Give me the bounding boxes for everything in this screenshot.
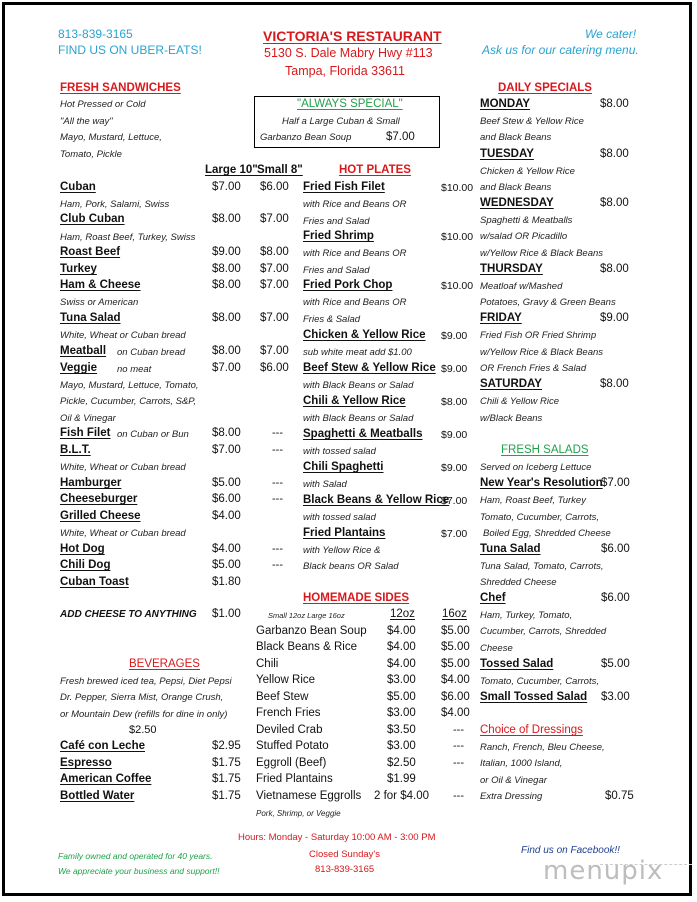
special-wednesday-desc-1: Spaghetti & Meatballs — [480, 215, 573, 226]
salad-tuna-salad-desc-2: Shredded Cheese — [480, 577, 557, 588]
salad-new-years-resolution-desc-2: Tomato, Cucumber, Carrots, — [480, 512, 599, 523]
special-tuesday-desc-2: and Black Beans — [480, 182, 552, 193]
sandwich-tuna-salad-desc: White, Wheat or Cuban bread — [60, 330, 186, 341]
hot-plate-fried-pork-chop-desc-1: with Rice and Beans OR — [303, 297, 407, 308]
sandwich-club-cuban: Club Cuban — [60, 213, 125, 225]
side-vietnamese-eggrolls: Vietnamese Eggrolls — [256, 790, 362, 802]
sandwich-chili-dog: Chili Dog — [60, 559, 111, 571]
hot-plate-chicken-yellow-rice-price: $9.00 — [441, 330, 468, 342]
sandwich-blt-large: $7.00 — [212, 444, 241, 456]
side-french-fries-16oz: $4.00 — [441, 707, 470, 719]
dressings-title: Choice of Dressings — [480, 724, 583, 736]
side-vietnamese-eggrolls-12oz: 2 for $4.00 — [374, 790, 429, 802]
salads-title: FRESH SALADS — [501, 444, 589, 456]
side-deviled-crab-16oz: --- — [453, 724, 464, 736]
hot-plate-fried-shrimp-price: $10.00 — [441, 231, 474, 243]
appreciation-line: We appreciate your business and support!! — [58, 866, 220, 876]
special-friday-price: $9.00 — [600, 312, 629, 324]
salad-chef-price: $6.00 — [601, 592, 630, 604]
hot-plate-fried-pork-chop-desc-2: Fries & Salad — [303, 314, 361, 325]
side-fried-plantains-12oz: $1.99 — [387, 773, 416, 785]
address-line1: 5130 S. Dale Mabry Hwy #113 — [264, 46, 433, 60]
sandwich-cuban-small: $6.00 — [260, 181, 289, 193]
add-cheese-price: $1.00 — [212, 608, 241, 620]
special-wednesday-price: $8.00 — [600, 197, 629, 209]
special-thursday-price: $8.00 — [600, 263, 629, 275]
special-monday-price: $8.00 — [600, 98, 629, 110]
salad-tuna-salad: Tuna Salad — [480, 543, 541, 555]
sandwich-roast-beef-small: $8.00 — [260, 246, 289, 258]
closed-sundays: Closed Sunday's — [309, 849, 380, 860]
salad-new-years-resolution-price: $7.00 — [601, 477, 630, 489]
side-french-fries-12oz: $3.00 — [387, 707, 416, 719]
cater-line1: We cater! — [585, 27, 637, 41]
sandwich-fish-filet-small: --- — [272, 427, 283, 439]
hot-plate-fried-fish-filet-desc-2: Fries and Salad — [303, 216, 370, 227]
special-friday-desc-2: w/Yellow Rice & Black Beans — [480, 347, 604, 358]
sandwich-cuban-large: $7.00 — [212, 181, 241, 193]
always-special-price: $7.00 — [386, 131, 415, 143]
sandwiches-intro-2: "All the way" — [60, 116, 113, 127]
sandwich-veggie-note: no meat — [117, 364, 152, 375]
sandwich-turkey-small: $7.00 — [260, 263, 289, 275]
menupix-watermark: menupix — [543, 856, 664, 886]
hot-plate-fried-fish-filet: Fried Fish Filet — [303, 181, 385, 193]
sides-col-16oz: 16oz — [442, 608, 467, 620]
beverage-cafe-con-leche-price: $2.95 — [212, 740, 241, 752]
hot-plate-fried-plantains: Fried Plantains — [303, 527, 386, 539]
hot-plate-chili-spaghetti: Chili Spaghetti — [303, 461, 384, 473]
sandwiches-intro-3: Mayo, Mustard, Lettuce, — [60, 132, 162, 143]
sandwich-fish-filet-note: on Cuban or Bun — [117, 429, 189, 440]
side-deviled-crab: Deviled Crab — [256, 724, 323, 736]
sandwich-turkey-large: $8.00 — [212, 263, 241, 275]
special-thursday-desc-2: Potatoes, Gravy & Green Beans — [480, 297, 616, 308]
sandwich-veggie-desc-3: Oil & Vinegar — [60, 413, 116, 424]
sandwich-tuna-salad-large: $8.00 — [212, 312, 241, 324]
sandwich-club-cuban-small: $7.00 — [260, 213, 289, 225]
side-garbanzo-bean-soup-12oz: $4.00 — [387, 625, 416, 637]
beverage-espresso: Espresso — [60, 757, 112, 769]
special-tuesday-desc-1: Chicken & Yellow Rice — [480, 166, 575, 177]
side-yellow-rice-12oz: $3.00 — [387, 674, 416, 686]
hot-plate-fried-pork-chop-price: $10.00 — [441, 280, 474, 292]
salad-new-years-resolution-desc-3: Boiled Egg, Shredded Cheese — [483, 528, 611, 539]
sandwich-meatball-small: $7.00 — [260, 345, 289, 357]
special-friday-desc-1: Fried Fish OR Fried Shrimp — [480, 330, 597, 341]
salad-new-years-resolution-desc-1: Ham, Roast Beef, Turkey — [480, 495, 586, 506]
dressings-line-1: Ranch, French, Bleu Cheese, — [480, 742, 605, 753]
uber-eats-note: FIND US ON UBER-EATS! — [58, 43, 202, 57]
sandwich-cheeseburger: Cheeseburger — [60, 493, 138, 505]
hot-plate-beef-stew-yellow-rice: Beef Stew & Yellow Rice — [303, 362, 436, 374]
special-friday: FRIDAY — [480, 312, 522, 324]
sandwich-cuban-toast: Cuban Toast — [60, 576, 129, 588]
salad-tossed: Tossed Salad — [480, 658, 554, 670]
side-yellow-rice: Yellow Rice — [256, 674, 316, 686]
salad-tossed-desc: Tomato, Cucumber, Carrots, — [480, 676, 599, 687]
always-special-line1: Half a Large Cuban & Small — [282, 116, 400, 127]
special-wednesday: WEDNESDAY — [480, 197, 554, 209]
sandwich-ham-cheese-large: $8.00 — [212, 279, 241, 291]
hot-plate-fried-plantains-desc-1: with Yellow Rice & — [303, 545, 381, 556]
beverage-espresso-price: $1.75 — [212, 757, 241, 769]
sandwich-roast-beef-large: $9.00 — [212, 246, 241, 258]
special-monday-desc-2: and Black Beans — [480, 132, 552, 143]
salad-new-years-resolution: New Year's Resolution — [480, 477, 603, 489]
hot-plate-chili-yellow-rice-price: $8.00 — [441, 396, 468, 408]
beverages-desc-1: Fresh brewed iced tea, Pepsi, Diet Pepsi — [60, 676, 232, 687]
hours: Hours: Monday - Saturday 10:00 AM - 3:00 PM — [238, 832, 436, 843]
sandwich-cheeseburger-small: --- — [272, 493, 283, 505]
hot-plate-chicken-yellow-rice: Chicken & Yellow Rice — [303, 329, 426, 341]
beverage-cafe-con-leche: Café con Leche — [60, 740, 145, 752]
special-wednesday-desc-2: w/salad OR Picadillo — [480, 231, 568, 242]
sandwich-blt-desc: White, Wheat or Cuban bread — [60, 462, 186, 473]
side-stuffed-potato-12oz: $3.00 — [387, 740, 416, 752]
sandwich-blt: B.L.T. — [60, 444, 91, 456]
sandwich-club-cuban-desc: Ham, Roast Beef, Turkey, Swiss — [60, 232, 196, 243]
sandwich-cuban-toast-large: $1.80 — [212, 576, 241, 588]
address-line2: Tampa, Florida 33611 — [285, 64, 405, 78]
sandwiches-title: FRESH SANDWICHES — [60, 82, 181, 94]
sides-footnote: Pork, Shrimp, or Veggie — [256, 809, 341, 818]
sandwich-chili-dog-large: $5.00 — [212, 559, 241, 571]
footer-phone: 813-839-3165 — [315, 864, 375, 875]
sandwich-meatball: Meatball — [60, 345, 107, 357]
special-saturday: SATURDAY — [480, 378, 542, 390]
side-beef-stew-12oz: $5.00 — [387, 691, 416, 703]
side-deviled-crab-12oz: $3.50 — [387, 724, 416, 736]
special-wednesday-desc-3: w/Yellow Rice & Black Beans — [480, 248, 604, 259]
hot-plate-chicken-yellow-rice-desc: sub white meat add $1.00 — [303, 347, 412, 358]
sandwich-fish-filet: Fish Filet — [60, 427, 111, 439]
side-eggroll-beef: Eggroll (Beef) — [256, 757, 327, 769]
sandwich-hamburger-large: $5.00 — [212, 477, 241, 489]
special-tuesday: TUESDAY — [480, 148, 534, 160]
always-special-title: "ALWAYS SPECIAL" — [297, 98, 403, 110]
sandwich-hot-dog-large: $4.00 — [212, 543, 241, 555]
hot-plate-black-beans-yellow-rice-price: $7.00 — [441, 495, 468, 507]
sandwich-ham-cheese: Ham & Cheese — [60, 279, 141, 291]
special-thursday: THURSDAY — [480, 263, 543, 275]
hot-plate-black-beans-yellow-rice: Black Beans & Yellow Rice — [303, 494, 450, 506]
sandwich-cuban: Cuban — [60, 181, 96, 193]
side-stuffed-potato: Stuffed Potato — [256, 740, 329, 752]
salad-chef-desc-3: Cheese — [480, 643, 513, 654]
beverage-bottled-water-price: $1.75 — [212, 790, 241, 802]
sandwich-hot-dog-small: --- — [272, 543, 283, 555]
special-thursday-desc-1: Meatloaf w/Mashed — [480, 281, 563, 292]
salad-tossed-price: $5.00 — [601, 658, 630, 670]
special-monday-desc-1: Beef Stew & Yellow Rice — [480, 116, 584, 127]
hot-plate-spaghetti-meatballs: Spaghetti & Meatballs — [303, 428, 423, 440]
hot-plate-fried-shrimp-desc-2: Fries and Salad — [303, 265, 370, 276]
side-chili-16oz: $5.00 — [441, 658, 470, 670]
sandwich-grilled-cheese-large: $4.00 — [212, 510, 241, 522]
sandwich-fish-filet-large: $8.00 — [212, 427, 241, 439]
salad-small-tossed: Small Tossed Salad — [480, 691, 588, 703]
sandwich-meatball-note: on Cuban bread — [117, 347, 186, 358]
sandwich-ham-cheese-small: $7.00 — [260, 279, 289, 291]
sandwich-roast-beef: Roast Beef — [60, 246, 121, 258]
beverages-desc-3: or Mountain Dew (refills for dine in only) — [60, 709, 228, 720]
sandwich-veggie: Veggie — [60, 362, 98, 374]
sandwich-veggie-large: $7.00 — [212, 362, 241, 374]
sandwiches-intro-1: Hot Pressed or Cold — [60, 99, 146, 110]
hot-plate-beef-stew-yellow-rice-desc: with Black Beans or Salad — [303, 380, 414, 391]
side-french-fries: French Fries — [256, 707, 321, 719]
special-saturday-desc-1: Chili & Yellow Rice — [480, 396, 560, 407]
sandwich-hamburger-small: --- — [272, 477, 283, 489]
hot-plate-chili-spaghetti-price: $9.00 — [441, 462, 468, 474]
extra-dressing-price: $0.75 — [605, 790, 634, 802]
side-black-beans-rice-12oz: $4.00 — [387, 641, 416, 653]
side-black-beans-rice-16oz: $5.00 — [441, 641, 470, 653]
sides-size-note: Small 12oz Large 16oz — [268, 611, 345, 620]
salad-tuna-salad-desc-1: Tuna Salad, Tomato, Carrots, — [480, 561, 604, 572]
sandwich-grilled-cheese: Grilled Cheese — [60, 510, 141, 522]
family-owned-line: Family owned and operated for 40 years. — [58, 851, 213, 861]
hot-plate-spaghetti-meatballs-desc: with tossed salad — [303, 446, 376, 457]
salad-chef-desc-2: Cucumber, Carrots, Shredded — [480, 626, 607, 637]
sandwich-meatball-large: $8.00 — [212, 345, 241, 357]
beverages-title: BEVERAGES — [129, 658, 200, 670]
col-small-header: Small 8" — [257, 164, 303, 176]
salad-chef: Chef — [480, 592, 506, 604]
special-saturday-desc-2: w/Black Beans — [480, 413, 543, 424]
hot-plate-chili-yellow-rice-desc: with Black Beans or Salad — [303, 413, 414, 424]
sandwich-club-cuban-large: $8.00 — [212, 213, 241, 225]
side-chili: Chili — [256, 658, 279, 670]
dressings-line-2: Italian, 1000 Island, — [480, 758, 563, 769]
always-special-line2: Garbanzo Bean Soup — [260, 132, 352, 143]
daily-specials-title: DAILY SPECIALS — [498, 82, 592, 94]
sandwich-hamburger: Hamburger — [60, 477, 122, 489]
header-phone: 813-839-3165 — [58, 27, 133, 41]
salad-chef-desc-1: Ham, Turkey, Tomato, — [480, 610, 573, 621]
sides-col-12oz: 12oz — [390, 608, 415, 620]
side-eggroll-beef-12oz: $2.50 — [387, 757, 416, 769]
hot-plate-spaghetti-meatballs-price: $9.00 — [441, 429, 468, 441]
hot-plate-fried-fish-filet-price: $10.00 — [441, 182, 474, 194]
sandwich-hot-dog: Hot Dog — [60, 543, 105, 555]
sandwich-ham-cheese-desc: Swiss or American — [60, 297, 139, 308]
salads-intro: Served on Iceberg Lettuce — [480, 462, 592, 473]
side-fried-plantains: Fried Plantains — [256, 773, 333, 785]
hot-plate-fried-fish-filet-desc-1: with Rice and Beans OR — [303, 199, 407, 210]
side-chili-12oz: $4.00 — [387, 658, 416, 670]
side-garbanzo-bean-soup: Garbanzo Bean Soup — [256, 625, 367, 637]
sandwich-cuban-desc: Ham, Pork, Salami, Swiss — [60, 199, 170, 210]
sandwich-veggie-desc-2: Pickle, Cucumber, Carrots, S&P, — [60, 396, 197, 407]
hot-plate-fried-plantains-price: $7.00 — [441, 528, 468, 540]
salad-small-tossed-price: $3.00 — [601, 691, 630, 703]
cater-line2: Ask us for our catering menu. — [482, 43, 639, 57]
sides-title: HOMEMADE SIDES — [303, 592, 410, 604]
sandwiches-intro-4: Tomato, Pickle — [60, 149, 122, 160]
dressings-line-3: or Oil & Vinegar — [480, 775, 547, 786]
side-stuffed-potato-16oz: --- — [453, 740, 464, 752]
special-tuesday-price: $8.00 — [600, 148, 629, 160]
beverage-american-coffee: American Coffee — [60, 773, 152, 785]
sandwich-chili-dog-small: --- — [272, 559, 283, 571]
facebook-link[interactable]: Find us on Facebook!! — [521, 845, 620, 856]
hot-plate-chili-spaghetti-desc: with Salad — [303, 479, 347, 490]
sandwich-cheeseburger-large: $6.00 — [212, 493, 241, 505]
sandwich-tuna-salad-small: $7.00 — [260, 312, 289, 324]
sandwich-grilled-cheese-desc: White, Wheat or Cuban bread — [60, 528, 186, 539]
col-large-header: Large 10" — [205, 164, 258, 176]
hot-plate-beef-stew-yellow-rice-price: $9.00 — [441, 363, 468, 375]
side-black-beans-rice: Black Beans & Rice — [256, 641, 357, 653]
hot-plate-fried-shrimp-desc-1: with Rice and Beans OR — [303, 248, 407, 259]
beverage-american-coffee-price: $1.75 — [212, 773, 241, 785]
beverage-bottled-water: Bottled Water — [60, 790, 135, 802]
hot-plate-fried-shrimp: Fried Shrimp — [303, 230, 374, 242]
sandwich-blt-small: --- — [272, 444, 283, 456]
special-friday-desc-3: OR French Fries & Salad — [480, 363, 587, 374]
hot-plate-fried-pork-chop: Fried Pork Chop — [303, 279, 393, 291]
side-vietnamese-eggrolls-16oz: --- — [453, 790, 464, 802]
sandwich-veggie-desc-1: Mayo, Mustard, Lettuce, Tomato, — [60, 380, 199, 391]
add-cheese-label: ADD CHEESE TO ANYTHING — [60, 609, 197, 620]
side-beef-stew: Beef Stew — [256, 691, 309, 703]
extra-dressing-label: Extra Dressing — [480, 791, 543, 802]
side-eggroll-beef-16oz: --- — [453, 757, 464, 769]
side-garbanzo-bean-soup-16oz: $5.00 — [441, 625, 470, 637]
special-saturday-price: $8.00 — [600, 378, 629, 390]
hot-plate-chili-yellow-rice: Chili & Yellow Rice — [303, 395, 406, 407]
hot-plate-black-beans-yellow-rice-desc: with tossed salad — [303, 512, 376, 523]
sandwich-veggie-small: $6.00 — [260, 362, 289, 374]
special-monday: MONDAY — [480, 98, 531, 110]
sandwich-turkey: Turkey — [60, 263, 97, 275]
restaurant-title: VICTORIA'S RESTAURANT — [263, 28, 442, 44]
beverages-desc-2: Dr. Pepper, Sierra Mist, Orange Crush, — [60, 692, 224, 703]
sandwich-tuna-salad: Tuna Salad — [60, 312, 121, 324]
soda-price: $2.50 — [129, 724, 157, 736]
salad-tuna-salad-price: $6.00 — [601, 543, 630, 555]
hot-plates-title: HOT PLATES — [339, 164, 411, 176]
side-yellow-rice-16oz: $4.00 — [441, 674, 470, 686]
side-beef-stew-16oz: $6.00 — [441, 691, 470, 703]
hot-plate-fried-plantains-desc-2: Black beans OR Salad — [303, 561, 399, 572]
